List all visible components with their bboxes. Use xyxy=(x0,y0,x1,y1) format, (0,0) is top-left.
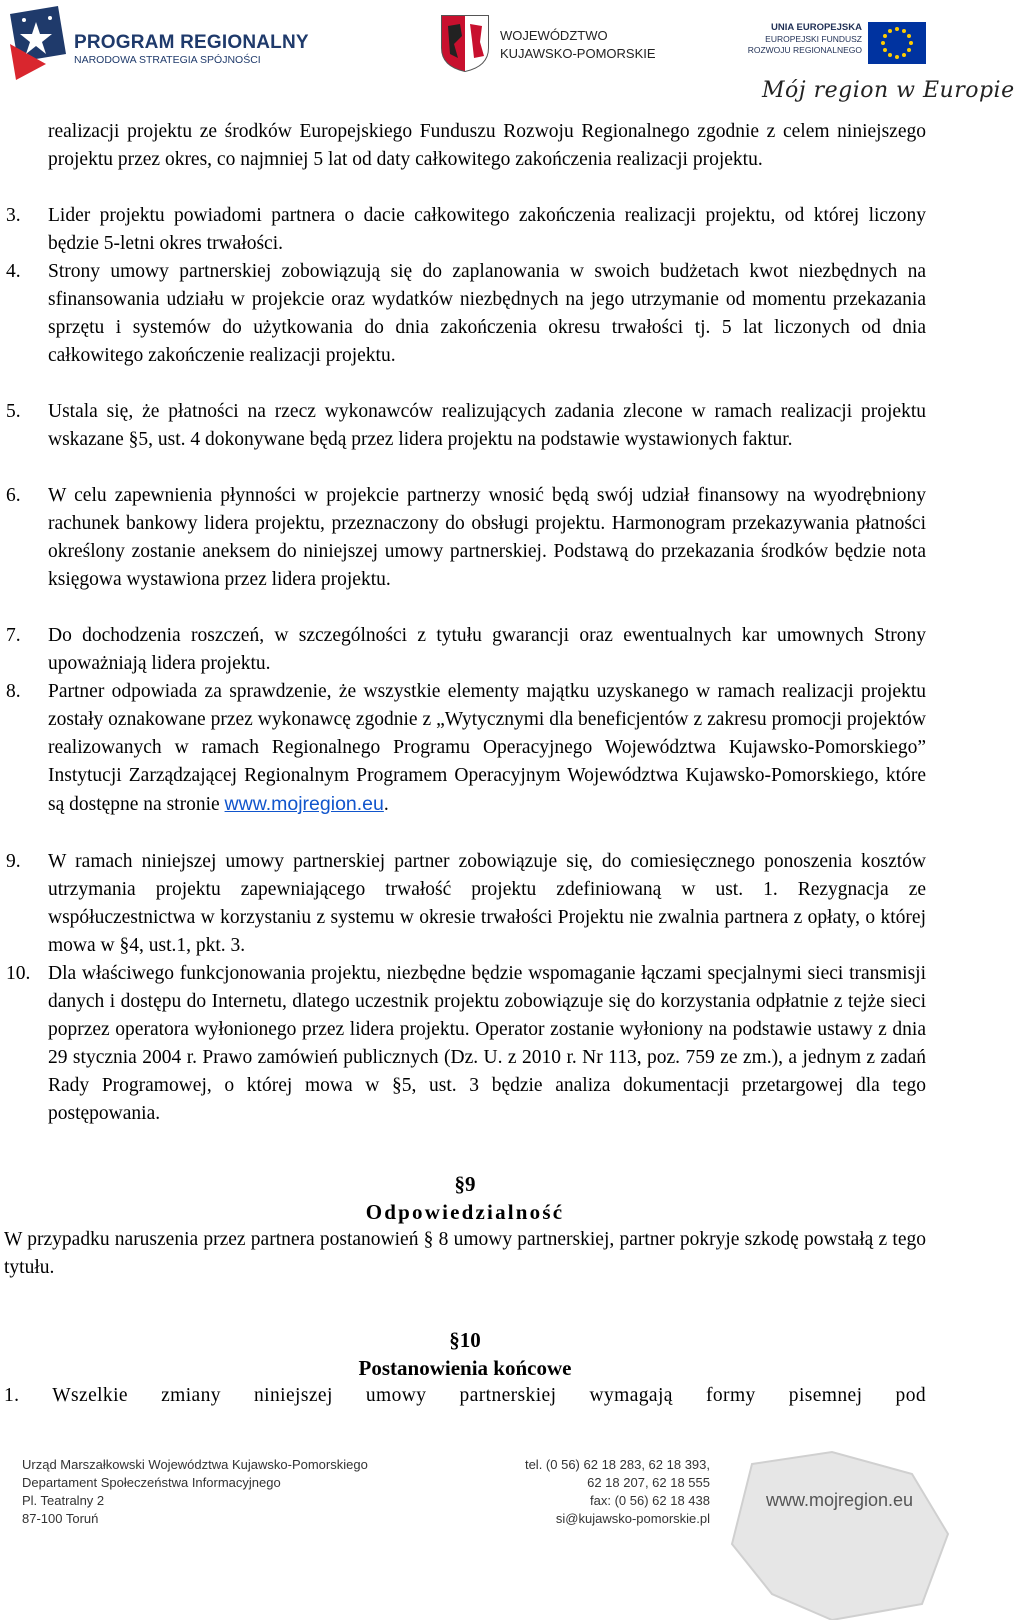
section-10-number: §10 xyxy=(449,1328,481,1352)
list-number: 10. xyxy=(6,963,31,984)
list-text-tail: . xyxy=(383,794,389,815)
list-text: Strony umowy partnerskiej zobowiązują się do zaplanowania w swoich budżetach kwot niezbędnych na sfinansowania udziału w projekcie oraz wydatków niezbędnych na jego utrzymanie od momentu przekazania sprzętu i systemów do użytkowania do dnia zakończenia okresu trwałości tj. 5 lat liczonych od dnia całkowitego zakończenie realizacji projektu. xyxy=(48,261,926,366)
intro-text: realizacji projektu ze środków Europejskiego Funduszu Rozwoju Regionalnego zgodnie z celem niniejszego projektu przez okres, co najmniej 5 lat od daty całkowitego zakończenia realizacji projektu. xyxy=(48,121,926,170)
list-text: Ustala się, że płatności na rzecz wykonawców realizujących zadania zlecone w ramach realizacji projektu wskazane §5, ust. 4 dokonywane będą przez lidera projektu na podstawie wystawionych faktur. xyxy=(48,401,926,450)
eu-line3: ROZWOJU REGIONALNEGO xyxy=(747,45,862,55)
program-subtitle: NARODOWA STRATEGIA SPÓJNOŚCI xyxy=(74,54,261,66)
list-number: 9. xyxy=(6,851,21,872)
eu-text xyxy=(744,22,862,56)
region-map-icon xyxy=(712,1444,952,1620)
program-title: PROGRAM REGIONALNY xyxy=(74,32,309,53)
footer-city: 87-100 Toruń xyxy=(22,1511,99,1526)
list-number: 8. xyxy=(6,681,21,702)
page-header xyxy=(0,0,1015,115)
footer-phone2: 62 18 207, 62 18 555 xyxy=(587,1475,710,1490)
footer-office: Urząd Marszałkowski Województwa Kujawsko-Pomorskiego xyxy=(22,1457,368,1472)
page-footer xyxy=(0,1444,960,1620)
list-number: 3. xyxy=(6,205,21,226)
footer-contact xyxy=(470,1456,710,1528)
list-text xyxy=(48,678,926,819)
eu-logo xyxy=(744,22,954,72)
section-10-title: Postanowienia końcowe xyxy=(358,1356,572,1380)
footer-department: Departament Społeczeństwa Informacyjnego xyxy=(22,1475,281,1490)
region-line1: WOJEWÓDZTWO xyxy=(500,28,608,43)
list-number: 6. xyxy=(6,485,21,506)
footer-email[interactable]: si@kujawsko-pomorskie.pl xyxy=(555,1511,710,1526)
section-10-item1: 1. Wszelkie zmiany niniejszej umowy partnerskiej wymagają formy pisemnej pod xyxy=(4,1385,926,1406)
list-text: Lider projektu powiadomi partnera o dacie całkowitego zakończenia realizacji projektu, od której liczony będzie 5-letni okres trwałości. xyxy=(48,205,926,254)
griffin-crest-icon xyxy=(440,14,490,72)
eu-line1: UNIA EUROPEJSKA xyxy=(771,22,862,33)
footer-phone1: tel. (0 56) 62 18 283, 62 18 393, xyxy=(524,1457,710,1472)
motto: Mój region w Europie xyxy=(762,78,1015,103)
list-text: Dla właściwego funkcjonowania projektu, niezbędne będzie wspomaganie łączami specjalnymi sieci transmisji danych i dostępu do Internetu, dlatego uczestnik projektu zobowiązuje się do korzystania odpłatnie z tejże sieci poprzez operatora wyłonionego przez lidera projektu. Operator zostanie wyłoniony na podstawie ustawy z dnia 29 stycznia 2004 r. Prawo zamówień publicznych (Dz. U. z 2010 r. Nr 113, poz. 759 ze zm.), a jednym z zadań Rady Programowej, o której mowa w §5, ust. 3 będzie analiza dokumentacji przetargowej dla tego postępowania. xyxy=(48,963,926,1124)
list-number: 4. xyxy=(6,261,21,282)
region-line2: KUJAWSKO-POMORSKIE xyxy=(500,46,656,61)
list-number: 5. xyxy=(6,401,21,422)
section-9-title: Odpowiedzialność xyxy=(365,1200,565,1224)
eu-flag-icon xyxy=(868,22,926,64)
section-9-number: §9 xyxy=(454,1172,476,1196)
list-text: W celu zapewnienia płynności w projekcie partnerzy wnosić będą swój udział finansowy na wyodrębniony rachunek bankowy lidera projektu, przeznaczony do obsługi projektu. Harmonogram przekazywania płatności określony zostanie aneksem do niniejszej umowy partnerskiej. Podstawą do przekazania środków będzie nota księgowa wystawiona przez lidera projektu. xyxy=(48,485,926,590)
list-text: W ramach niniejszej umowy partnerskiej partner zobowiązuje się, do comiesięcznego ponoszenia kosztów utrzymania projektu zapewniającego trwałość projektu zdefiniowaną w ust. 1. Rezygnacja ze współuczestnictwa w korzystaniu z systemu w okresie trwałości Projektu nie zwalnia partnera z opłaty, o której mowa w §4, ust.1, pkt. 3. xyxy=(48,851,926,956)
footer-fax: fax: (0 56) 62 18 438 xyxy=(590,1493,710,1508)
mojregion-link[interactable]: www.mojregion.eu xyxy=(224,793,384,815)
eu-line2: EUROPEJSKI FUNDUSZ xyxy=(765,34,862,44)
program-regionalny-logo xyxy=(6,4,309,84)
list-number: 7. xyxy=(6,625,21,646)
list-text-main: Partner odpowiada za sprawdzenie, że wszystkie elementy majątku uzyskanego w ramach realizacji projektu zostały oznakowane przez wykonawcę zgodnie z „Wytycznymi dla beneficjentów z zakresu promocji projektów realizowanych w ramach Regionalnego Programu Operacyjnego Województwa Kujawsko-Pomorskiego” Instytucji Zarządzającej Regionalnym Programem Operacyjnym Województwa Kujawsko-Pomorskiego, które są dostępne na stronie xyxy=(48,681,926,815)
wojewodztwo-logo xyxy=(440,14,680,74)
section-9-text: W przypadku naruszenia przez partnera postanowień § 8 umowy partnerskiej, partner pokryje szkodę powstałą z tego tytułu. xyxy=(4,1229,926,1278)
footer-address xyxy=(22,1456,368,1528)
footer-street: Pl. Teatralny 2 xyxy=(22,1493,105,1508)
star-flag-icon xyxy=(6,4,68,82)
list-text: Do dochodzenia roszczeń, w szczególności z tytułu gwarancji oraz ewentualnych kar umownych Strony upoważniają lidera projektu. xyxy=(48,625,926,674)
footer-website[interactable]: www.mojregion.eu xyxy=(766,1490,914,1510)
